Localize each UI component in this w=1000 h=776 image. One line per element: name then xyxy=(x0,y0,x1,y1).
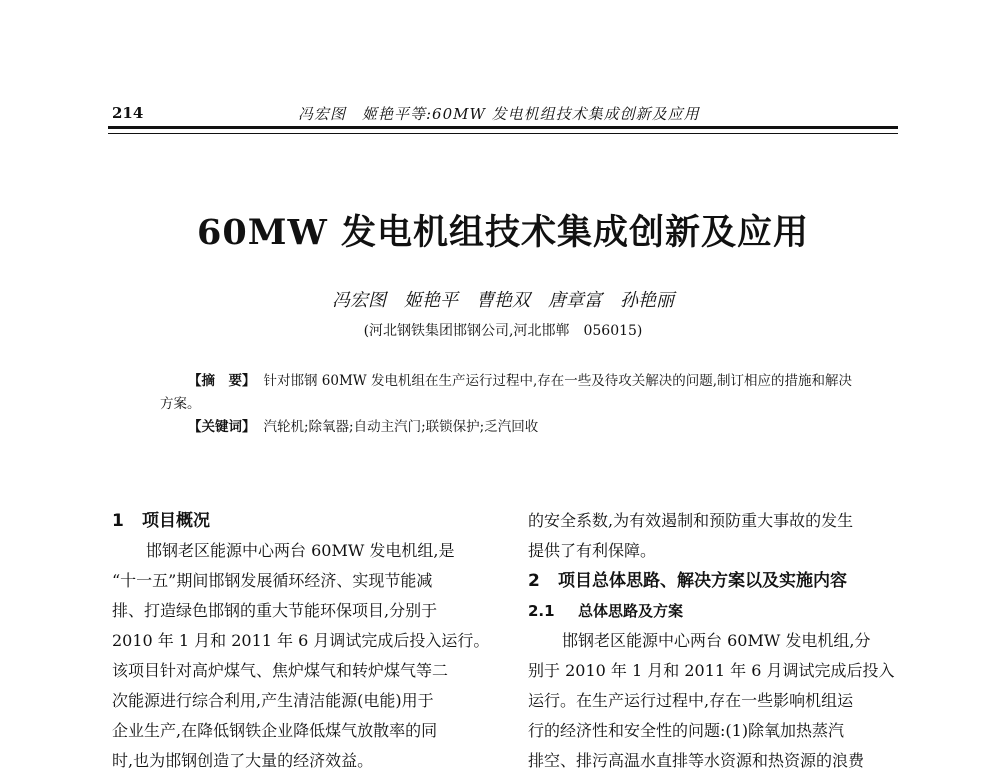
affiliation: (河北钢铁集团邯钢公司,河北邯郸 056015) xyxy=(363,323,643,339)
section-1-title: 项目概况 xyxy=(142,511,210,531)
abstract-label: 【摘 要】 xyxy=(188,373,256,389)
subsection-2-1-title: 总体思路及方案 xyxy=(578,602,684,620)
body-line: 企业生产,在降低钢铁企业降低煤气放散率的同 xyxy=(112,721,438,740)
section-2-title: 项目总体思路、解决方案以及实施内容 xyxy=(558,571,847,591)
body-line: 时,也为邯钢创造了大量的经济效益。 xyxy=(112,751,374,770)
body-line: 运行。在生产运行过程中,存在一些影响机组运 xyxy=(528,691,854,710)
section-2-number: 2 xyxy=(528,571,540,591)
article-title: 60MW 发电机组技术集成创新及应用 xyxy=(197,212,809,253)
header-rule-thin xyxy=(108,133,898,134)
subsection-2-1-heading xyxy=(528,596,908,626)
body-line: 提供了有利保障。 xyxy=(528,541,657,560)
header-rule-thick xyxy=(108,126,898,129)
body-line: 次能源进行综合利用,产生清洁能源(电能)用于 xyxy=(112,691,434,710)
keywords-text: 汽轮机;除氧器;自动主汽门;联锁保护;乏汽回收 xyxy=(263,419,539,435)
body-line: 邯钢老区能源中心两台 60MW 发电机组,分 xyxy=(562,631,871,650)
body-line: 别于 2010 年 1 月和 2011 年 6 月调试完成后投入 xyxy=(528,661,895,680)
body-line: 排、打造绿色邯钢的重大节能环保项目,分别于 xyxy=(112,601,438,620)
running-title: 冯宏图 姬艳平等:60MW 发电机组技术集成创新及应用 xyxy=(298,105,700,123)
body-line: 该项目针对高炉煤气、焦炉煤气和转炉煤气等二 xyxy=(112,661,449,680)
body-line: 的安全系数,为有效遏制和预防重大事故的发生 xyxy=(528,511,854,530)
section-1-number: 1 xyxy=(112,511,124,531)
abstract-block xyxy=(160,370,860,439)
abstract-paragraph xyxy=(160,370,860,416)
section-1-heading xyxy=(112,506,492,536)
body-line: “十一五”期间邯钢发展循环经济、实现节能减 xyxy=(112,571,433,590)
keywords-paragraph xyxy=(160,416,860,439)
section-2-heading xyxy=(528,566,908,596)
body-line: 2010 年 1 月和 2011 年 6 月调试完成后投入运行。 xyxy=(112,631,490,650)
author-list: 冯宏图 姬艳平 曹艳双 唐章富 孙艳丽 xyxy=(332,290,674,311)
body-line: 行的经济性和安全性的问题:(1)除氧加热蒸汽 xyxy=(528,721,845,740)
body-line: 邯钢老区能源中心两台 60MW 发电机组,是 xyxy=(146,541,455,560)
body-line: 排空、排污高温水直排等水资源和热资源的浪费 xyxy=(528,751,865,770)
subsection-2-1-number: 2.1 xyxy=(528,602,555,620)
keywords-label: 【关键词】 xyxy=(188,419,256,435)
page-number: 214 xyxy=(112,104,144,122)
abstract-text: 针对邯钢 60MW 发电机组在生产运行过程中,存在一些及待攻关解决的问题,制订相应的措施和解决方案。 xyxy=(160,373,853,412)
right-column xyxy=(528,506,908,776)
left-column xyxy=(112,506,492,776)
